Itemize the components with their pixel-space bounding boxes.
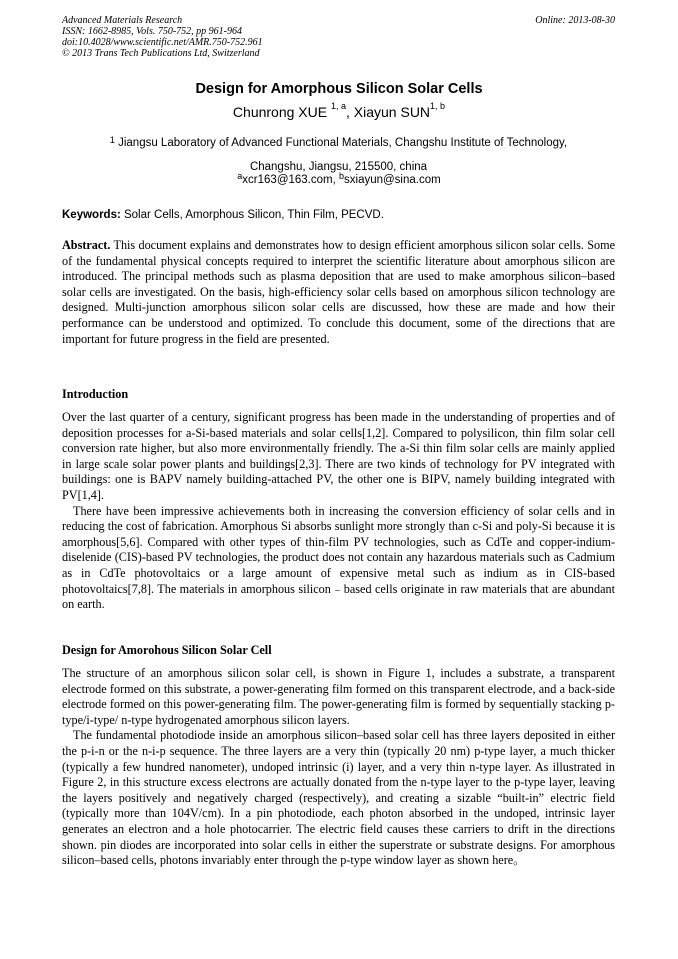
journal-header [62,15,263,59]
author-2-affil: 1, b [430,101,446,111]
email-a-sup: a [237,171,243,181]
affiliation-text-1: Jiangsu Laboratory of Advanced Functional Materials, Changshu Institute of Technology, [114,137,568,149]
affiliation-line-1 [62,131,615,155]
doi-line: doi:10.4028/www.scientific.net/AMR.750-752.961 [62,37,263,48]
keywords [62,209,615,221]
keywords-label: Keywords: [62,209,121,221]
design-paragraph-1: The structure of an amorphous silicon solar cell, is shown in Figure 1, includes a substrate, a transparent electrode formed on this substrate, a power-generating film formed on this transparent electrode, and a back-side electrode formed on this power-generating film. The power-generating film is formed by sequentially stacking p-type/i-type/ n-type hydrogenated amorphous silicon layers. [62,666,615,727]
design-body [62,666,615,869]
journal-name: Advanced Materials Research [62,15,183,26]
design-paragraph-2: The fundamental photodiode inside an amorphous silicon–based solar cell has three layers deposited in either the p-i-n or the n-i-p sequence. The three layers are a very thin (typically 20 nm) p-type layer, a much thicker (typically a few hundred nanometer), undoped intrinsic (i) layer, and a very thin n-type layer. As illustrated in Figure 2, in this structure excess electrons are actually donated from the n-type layer to the p-type layer, leaving the layers positively and negatively charged (respectively), and creating a sizable “built-in” electric field (typically more than 104V/cm). In a pin photodiode, each photon absorbed in the undoped, intrinsic layer generates an electron and a hole photocarrier. The electric field causes these carriers to drift in the directions shown. pin diodes are incorporated into solar cells in either the superstrate or substrate designs. For amorphous silicon–based cells, photons invariably enter through the p-type window layer as shown here。 [62,728,615,868]
email-b-sup: b [339,171,345,181]
email-line [0,171,678,186]
paper-title: Design for Amorphous Silicon Solar Cells [195,81,483,97]
online-date: Online: 2013-08-30 [535,15,615,26]
affiliation-line-2: Changshu, Jiangsu, 215500, china [249,161,428,173]
introduction-body [62,410,615,613]
author-line [0,101,678,120]
design-heading: Design for Amorohous Silicon Solar Cell [62,643,272,657]
abstract-label: Abstract. [62,238,111,252]
issn-line: ISSN: 1662-8985, Vols. 750-752, pp 961-964 [62,26,242,37]
email-a: xcr163@163.com, [242,174,339,186]
abstract-text: This document explains and demonstrates how to design efficient amorphous silicon solar cells. Some of the fundamental physical concepts required to interpret the scientific literature about amorphous silicon are introduced. The principal methods such as plasma deposition that are used to make amorphous silicon–based solar cells are investigated. On the basis, high-efficiency solar cells based on amorphous silicon technology are designed. Multi-junction amorphous silicon solar cells are discussed, how these are made and how their performance can be understood and optimized. To conclude this document, some of the directions that are important for future progress in the field are presented. [62,238,615,346]
introduction-paragraph-2: There have been impressive achievements both in increasing the conversion efficiency of solar cells and in reducing the cost of fabrication. Amorphous Si absorbs sunlight more strongly than c-Si and poly-Si because it is amorphous[5,6]. Compared with other types of thin-film PV technologies, such as CdTe and copper-indium-diselenide (CIS)-based PV technologies, the product does not contain any hazardous materials such as Cadmium as in CdTe photovoltaics or a large amount of expensive metal such as indium as in CIS-based photovoltaics[7,8]. The materials in amorphous silicon﹣based cells originate in raw materials that are abundant on earth. [62,503,615,612]
abstract [62,238,615,347]
author-1: Chunrong XUE [232,104,328,120]
introduction-heading: Introduction [62,387,129,401]
keywords-text: Solar Cells, Amorphous Silicon, Thin Film, PECVD. [120,209,384,221]
author-separator: , [346,104,354,120]
email-b: sxiayun@sina.com [344,174,441,186]
introduction-paragraph-1: Over the last quarter of a century, significant progress has been made in the understanding of properties and of deposition processes for a-Si-based materials and solar cells[1,2]. Compared to polysilicon, thin film solar cell conversion rate higher, but also more environmentally friendly. The a-Si thin film solar cells are mainly applied in large scale solar power plants and buildings[2,3]. There are two kinds of technology for PV integrated with buildings: one is BAPV namely building-attached PV, the other one is BIPV, namely building integrated with PV[1,4]. [62,410,615,502]
author-1-affil: 1, a [330,101,346,111]
author-2: Xiayun SUN [353,104,431,120]
affiliation-sup: 1 [109,135,115,145]
copyright-line: © 2013 Trans Tech Publications Ltd, Switzerland [62,48,260,59]
